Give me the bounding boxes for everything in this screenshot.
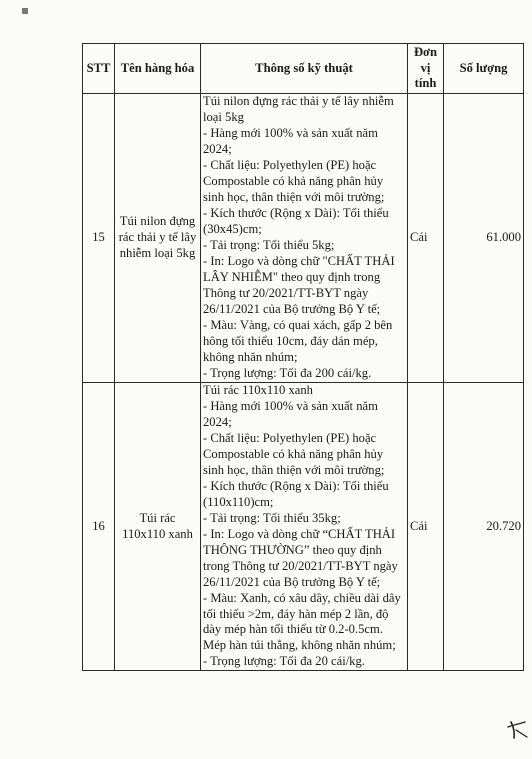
spec-line: - Kích thước (Rộng x Dài): Tối thiểu (110x110)cm; — [203, 478, 389, 509]
spec-line: Túi nilon đựng rác thải y tế lây nhiễm loại 5kg — [203, 94, 394, 124]
row-specifications — [201, 94, 408, 383]
header-unit: Đơn vị tính — [408, 44, 444, 94]
spec-line: - Kích thước (Rộng x Dài): Tối thiểu (30x45)cm; — [203, 205, 389, 236]
spec-line: - Màu: Xanh, có xâu dây, chiều dài dây tối thiểu >2m, đáy hàn mép 2 lần, độ dày mép hàn tối thiểu từ 0.2-0.5cm. Mép hàn túi thẳng, không nhăn nhúm; — [203, 590, 401, 653]
table-row — [83, 94, 524, 383]
row-quantity: 20.720 — [444, 382, 524, 671]
row-unit: Cái — [408, 382, 444, 671]
specification-table — [82, 43, 524, 671]
table-header-row — [83, 44, 524, 94]
table-row — [83, 382, 524, 671]
spec-line: - Hàng mới 100% và sản xuất năm 2024; — [203, 398, 378, 429]
spec-line: - In: Logo và dòng chữ “CHẤT THẢI THÔNG THƯỜNG” theo quy định trong Thông tư 20/2021/TT-BYT ngày 26/11/2021 của Bộ trưởng Bộ Y tế; — [203, 526, 398, 589]
row-stt: 15 — [83, 94, 115, 383]
row-specifications — [201, 382, 408, 671]
spec-line: - Chất liệu: Polyethylen (PE) hoặc Compostable có khả năng phân hủy sinh học, thân thiện với môi trường; — [203, 430, 385, 477]
header-quantity: Số lượng — [444, 44, 524, 94]
spec-line: - Tải trọng: Tối thiểu 5kg; — [203, 237, 335, 252]
spec-line: - Chất liệu: Polyethylen (PE) hoặc Compostable có khả năng phân hủy sinh học, thân thiện với môi trường; — [203, 157, 385, 204]
spec-line: - In: Logo và dòng chữ "CHẤT THẢI LÂY NHIỄM" theo quy định trong Thông tư 20/2021/TT-BYT ngày 26/11/2021 của Bộ trưởng Bộ Y tế; — [203, 253, 395, 316]
spec-line: Túi rác 110x110 xanh — [203, 382, 313, 397]
handwritten-signature-icon — [507, 718, 529, 740]
scan-dot — [22, 8, 28, 14]
spec-line: - Màu: Vàng, có quai xách, gấp 2 bên hông tối thiểu 10cm, đáy dán mép, không nhăn nhúm; — [203, 317, 393, 364]
row-unit: Cái — [408, 94, 444, 383]
spec-line: - Tải trọng: Tối thiểu 35kg; — [203, 510, 341, 525]
row-item-name: Túi rác 110x110 xanh — [115, 382, 201, 671]
header-item-name: Tên hàng hóa — [115, 44, 201, 94]
spec-line: - Hàng mới 100% và sản xuất năm 2024; — [203, 125, 378, 156]
row-item-name: Túi nilon đựng rác thải y tế lây nhiễm loại 5kg — [115, 94, 201, 383]
row-quantity: 61.000 — [444, 94, 524, 383]
row-stt: 16 — [83, 382, 115, 671]
spec-line: - Trọng lượng: Tối đa 20 cái/kg. — [203, 654, 365, 669]
header-specifications: Thông số kỹ thuật — [201, 44, 408, 94]
header-stt: STT — [83, 44, 115, 94]
spec-line: - Trọng lượng: Tối đa 200 cái/kg. — [203, 365, 372, 380]
